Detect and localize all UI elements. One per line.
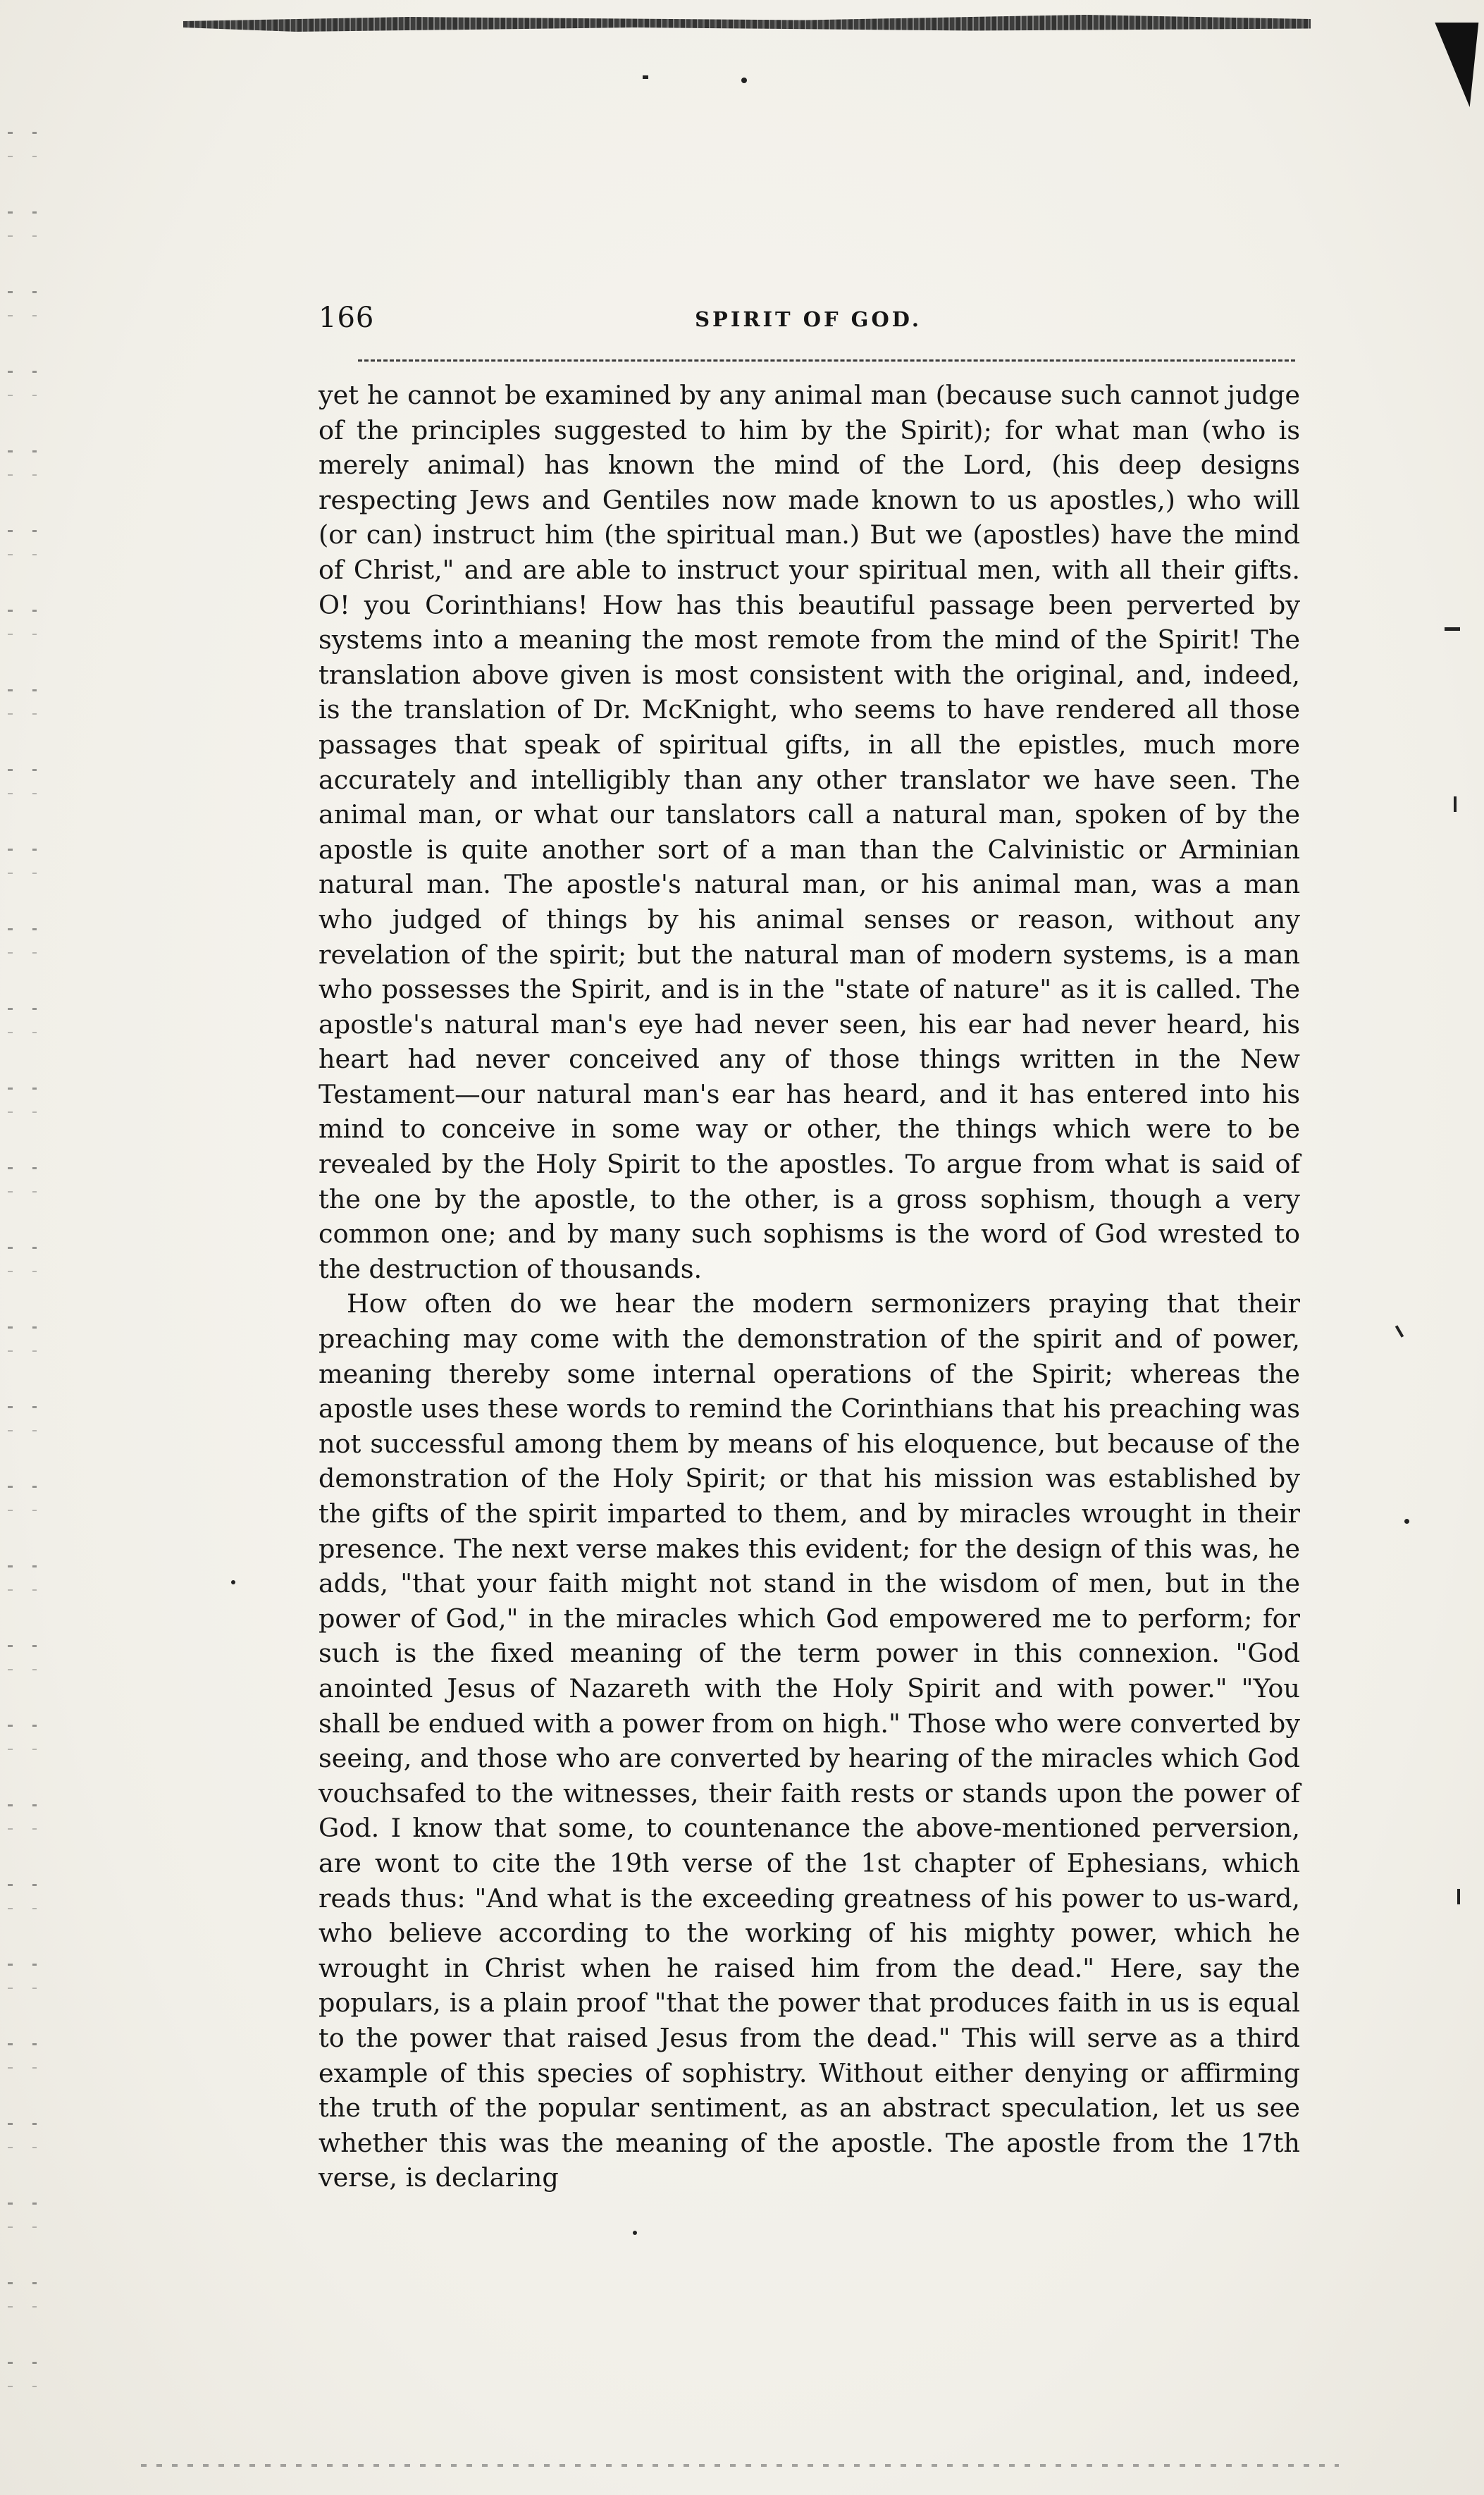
scan-edge-bottom [141,2464,1339,2467]
paragraph: How often do we hear the modern sermonizers praying that their preaching may come with the demonstration of the spirit and of power, meaning thereby some internal operations of the Spirit; whereas the apostle uses these words to remind the Corinthians that his preaching was not successful among them by means of his eloquence, but because of the demonstration of the Holy Spirit; or that his mission was established by the gifts of the spirit imparted to them, and by miracles wrought in their presence. The next verse makes this evident; for the design of this was, he adds, "that your faith might not stand in the wisdom of men, but in the power of God," in the miracles which God empowered me to perform; for such is the fixed meaning of the term power in this connexion. "God anointed Jesus of Nazareth with the Holy Spirit and with power." "You shall be endued with a power from on high." Those who were converted by seeing, and those who are converted by hearing of the miracles which God vouchsafed to the witnesses, their faith rests or stands upon the power of God. I know that some, to countenance the above-mentioned perversion, are wont to cite the 19th verse of the 1st chapter of Ephesians, which reads thus: "And what is the exceeding greatness of his power to us-ward, who believe according to the working of his mighty power, which he wrought in Christ when he raised him from the dead." Here, say the populars, is a plain proof "that the power that produces faith in us is equal to the power that raised Jesus from the dead." This will serve as a third example of this species of sophistry. Without either denying or affirming the truth of the popular sentiment, as an abstract speculation, let us see whether this was the meaning of the apostle. The apostle from the 17th verse, is declaring [319,1288,1301,2193]
paragraph: yet he cannot be examined by any animal man (because such cannot judge of the principles suggested to him by the Spirit); for what man (who is merely animal) has known the mind of the Lord, (his deep designs respecting Jews and Gentiles now made known to us apostles,) who will (or can) instruct him (the spiritual man.) But we (apostles) have the mind of Christ," and are able to instruct your spiritual men, with all their gifts. O! you Corinthians! How has this beautiful passage been perverted by systems into a meaning the most remote from the mind of the Spirit! The translation above given is most consistent with the original, and, indeed, is the translation of Dr. McKnight, who seems to have rendered all those passages that speak of spiritual gifts, in all the epistles, much more accurately and intelligibly than any other translator we have seen. The animal man, or what our tanslators call a natural man, spoken of by the apostle is quite another sort of a man than the Calvinistic or Arminian natural man. The apostle's natural man, or his animal man, was a man who judged of things by his animal senses or reason, without any revelation of the spirit; but the natural man of modern systems, is a man who possesses the Spirit, and is in the "state of nature" as it is called. The apostle's natural man's eye had never seen, his ear had never heard, his heart had never conceived any of those things written in the New Testament—our natural man's ear has heard, and it has entered into his mind to conceive in some way or other, the things which were to be revealed by the Holy Spirit to the apostles. To argue from what is said of the one by the apostle, to the other, is a gross sophism, though a very common one; and by many such sophisms is the word of God wrested to the destruction of thousands. [319,380,1300,1284]
page-number: 166 [319,302,375,334]
scan-speck [741,78,747,83]
scan-speck [231,1580,235,1584]
scan-speck [1445,627,1460,631]
scan-edge-left [4,106,89,2432]
scan-speck [633,2231,637,2235]
scan-speck [1457,1889,1460,1904]
scan-speck [1395,1325,1404,1338]
running-title: SPIRIT OF GOD. [695,307,922,331]
body-text [319,378,1300,2195]
header-rule [358,359,1295,362]
scan-speck [1454,796,1457,812]
scan-edge-top [183,13,1311,34]
scan-speck [643,75,648,79]
running-head [319,296,1298,341]
scan-corner-mark [1426,23,1479,107]
scan-speck [1404,1519,1409,1524]
